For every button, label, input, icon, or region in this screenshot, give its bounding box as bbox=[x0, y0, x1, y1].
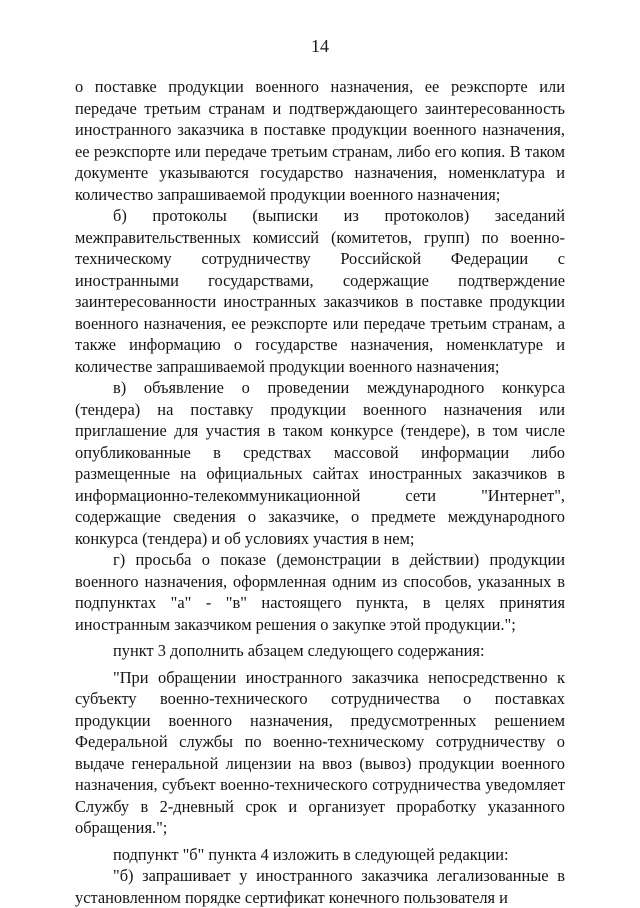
paragraph-item-g: г) просьба о показе (демонстрации в действии) продукции военного назначения, оформленная одним из способов, указанных в подпунктах "а" - "в" настоящего пункта, в целях принятия иностранным заказчиком решения о закупке этой продукции."; bbox=[75, 550, 565, 634]
page-number: 14 bbox=[311, 36, 329, 56]
paragraph-quoted-addition: "При обращении иностранного заказчика непосредственно к субъекту военно-технического сотрудничества о поставках продукции военного назначения, предусмотренных решением Федеральной службы по военно-техническому сотрудничеству о выдаче генеральной лицензии на ввоз (вывоз) продукции военного назначения, субъект военно-технического сотрудничества уведомляет Службу в 2-дневный срок и организует проработку указанного обращения."; bbox=[75, 667, 565, 837]
paragraph-amendment-point-4: подпункт "б" пункта 4 изложить в следующей редакции: bbox=[113, 844, 509, 864]
paragraph-item-v: в) объявление о проведении международного конкурса (тендера) на поставку продукции военного назначения или приглашение для участия в таком конкурсе (тендере), в том числе опубликованные в средствах массовой информации либо размещенные на официальных сайтах иностранных заказчиков в информационно-телекоммуникационной сети "Интернет", содержащие сведения о заказчике, о предмете международного конкурса (тендера) и об условиях участия в нем; bbox=[75, 378, 565, 548]
document-body bbox=[75, 76, 565, 908]
paragraph-quoted-item-b: "б) запрашивает у иностранного заказчика легализованные в установленном порядке сертификат конечного пользователя и bbox=[75, 866, 565, 907]
paragraph-amendment-point-3: пункт 3 дополнить абзацем следующего содержания: bbox=[113, 641, 485, 660]
paragraph-item-b: б) протоколы (выписки из протоколов) заседаний межправительственных комиссий (комитетов, групп) по военно-техническому сотрудничеству Российской Федерации с иностранными государствами, содержащие подтверждение заинтересованности иностранных заказчиков в поставке продукции военного назначения, ее реэкспорте или передаче третьим странам, а также информацию о государстве назначения, номенклатуре и количестве запрашиваемой продукции военного назначения; bbox=[75, 206, 565, 376]
paragraph-continuation: о поставке продукции военного назначения, ее реэкспорте или передаче третьим странам и подтверждающего заинтересованность иностранного заказчика в поставке продукции военного назначения, ее реэкспорте или передаче третьим странам, либо его копия. В таком документе указываются государство назначения, номенклатура и количество запрашиваемой продукции военного назначения; bbox=[75, 77, 565, 204]
